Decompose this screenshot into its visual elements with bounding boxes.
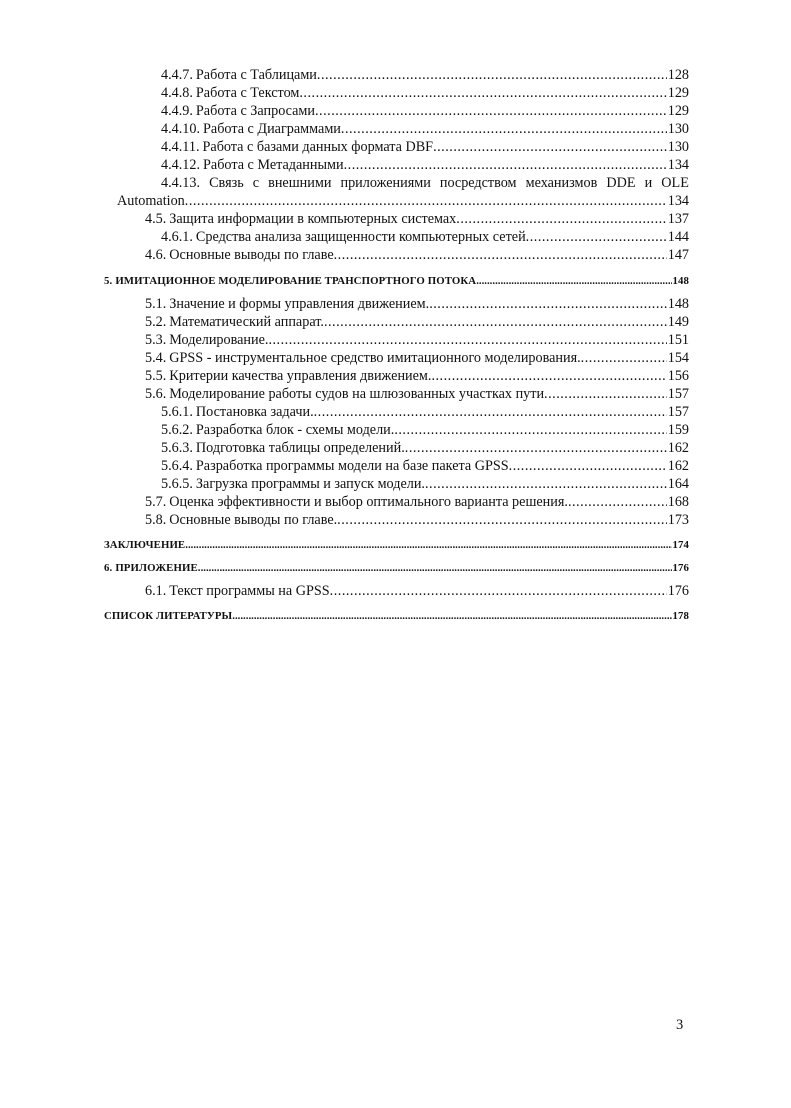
entry-title: Работа с базами данных формата DBF — [202, 139, 434, 155]
entry-page: 154 — [667, 350, 689, 366]
toc-entry-wrapped — [0, 174, 791, 192]
toc-chapter — [0, 607, 791, 625]
entry-title: Разработка программы модели на базе пакета GPSS — [195, 458, 509, 474]
toc-entry — [0, 313, 791, 331]
entry-number: 5.4. — [145, 350, 167, 366]
entry-page: 144 — [667, 229, 689, 245]
entry-page: 129 — [667, 85, 689, 101]
dot-leader — [334, 246, 667, 264]
chapter-number: 5. — [104, 275, 113, 287]
entry-number: 4.5. — [145, 211, 167, 227]
entry-title: Основные выводы по главе. — [169, 512, 338, 528]
dot-leader — [394, 421, 666, 439]
entry-number: 4.4.10. — [161, 121, 201, 137]
toc-entry-continuation — [0, 192, 791, 210]
dot-leader — [317, 66, 667, 84]
entry-number: 5.6.1. — [161, 404, 193, 420]
entry-page: 156 — [667, 368, 689, 384]
entry-number: 5.6.4. — [161, 458, 193, 474]
entry-page: 130 — [667, 121, 689, 137]
dot-leader — [456, 210, 666, 228]
dot-leader — [315, 102, 667, 120]
dot-leader — [341, 120, 667, 138]
entry-title: Работа с Текстом — [195, 85, 300, 101]
entry-number: 4.6.1. — [161, 229, 193, 245]
entry-word: Связь — [209, 175, 244, 191]
entry-title: Подготовка таблицы определений. — [195, 440, 405, 456]
dot-leader — [337, 511, 667, 529]
entry-number: 4.4.8. — [161, 85, 193, 101]
toc-entry — [0, 511, 791, 529]
entry-number: 6.1. — [145, 583, 167, 599]
entry-word: DDE — [606, 175, 636, 191]
entry-number: 5.7. — [145, 494, 167, 510]
entry-page: 151 — [667, 332, 689, 348]
toc-entry — [0, 493, 791, 511]
dot-leader — [544, 385, 667, 403]
entry-title: Работа с Запросами — [195, 103, 315, 119]
toc-entry — [0, 210, 791, 228]
toc-entry — [0, 457, 791, 475]
wrapped-first-line — [161, 174, 689, 192]
toc-entry — [0, 331, 791, 349]
entry-number: 5.6.5. — [161, 476, 193, 492]
entry-word: посредством — [439, 175, 517, 191]
dot-leader — [405, 439, 667, 457]
dot-leader — [344, 156, 667, 174]
dot-leader — [425, 475, 667, 493]
page-number: 3 — [676, 1017, 684, 1033]
entry-number: 5.3. — [145, 332, 167, 348]
entry-number: 5.6.3. — [161, 440, 193, 456]
chapter-page: 176 — [672, 562, 689, 574]
chapter-page: 178 — [672, 610, 689, 622]
dot-leader — [433, 138, 667, 156]
toc-entry — [0, 385, 791, 403]
entry-page: 168 — [667, 494, 689, 510]
entry-title: Текст программы на GPSS — [169, 583, 330, 599]
entry-page: 162 — [667, 440, 689, 456]
chapter-title: СПИСОК ЛИТЕРАТУРЫ — [104, 610, 233, 622]
dot-leader — [330, 582, 667, 600]
entry-number: 4.4.11. — [161, 139, 200, 155]
toc-chapter — [0, 559, 791, 577]
chapter-page: 174 — [672, 539, 689, 551]
chapter-title: ЗАКЛЮЧЕНИЕ — [104, 539, 186, 551]
chapter-page: 148 — [672, 275, 689, 287]
entry-title: Постановка задачи. — [195, 404, 314, 420]
entry-number: 5.2. — [145, 314, 167, 330]
toc-entry — [0, 228, 791, 246]
toc-entry — [0, 102, 791, 120]
toc-entry — [0, 349, 791, 367]
toc-entry — [0, 582, 791, 600]
entry-word: и — [644, 175, 653, 191]
entry-title: Работа с Метаданными — [203, 157, 344, 173]
entry-title: Работа с Диаграммами — [203, 121, 341, 137]
entry-number: 5.1. — [145, 296, 167, 312]
dot-leader — [526, 228, 667, 246]
entry-page: 173 — [667, 512, 689, 528]
toc-entry — [0, 156, 791, 174]
entry-word: с — [252, 175, 260, 191]
toc-entry — [0, 120, 791, 138]
entry-page: 128 — [667, 67, 689, 83]
entry-word: OLE — [661, 175, 689, 191]
toc-entry — [0, 475, 791, 493]
entry-page: 130 — [667, 139, 689, 155]
entry-title: Значение и формы управления движением. — [169, 296, 430, 312]
dot-leader — [314, 403, 667, 421]
entry-page: 148 — [667, 296, 689, 312]
entry-number: 4.4.9. — [161, 103, 193, 119]
entry-number: 4.6. — [145, 247, 167, 263]
entry-word: приложениями — [340, 175, 431, 191]
entry-number: 5.5. — [145, 368, 167, 384]
entry-continuation: Automation — [117, 193, 185, 209]
entry-number: 4.4.13. — [161, 175, 201, 191]
dot-leader — [201, 559, 672, 577]
dot-leader — [476, 272, 671, 290]
toc-entry — [0, 295, 791, 313]
entry-title: Критерии качества управления движением. — [169, 368, 432, 384]
toc-entry — [0, 246, 791, 264]
entry-title: Загрузка программы и запуск модели. — [195, 476, 425, 492]
entry-title: Основные выводы по главе — [169, 247, 334, 263]
entry-title: Оценка эффективности и выбор оптимального варианта решения. — [169, 494, 568, 510]
dot-leader — [509, 457, 667, 475]
chapter-number: 6. — [104, 562, 113, 574]
entry-page: 157 — [667, 386, 689, 402]
toc-entry — [0, 84, 791, 102]
toc-entry — [0, 138, 791, 156]
dot-leader — [568, 493, 667, 511]
toc-entry — [0, 421, 791, 439]
entry-page: 157 — [667, 404, 689, 420]
entry-number: 4.4.12. — [161, 157, 201, 173]
dot-leader — [299, 84, 666, 102]
entry-page: 137 — [667, 211, 689, 227]
toc-entry — [0, 367, 791, 385]
entry-number: 5.8. — [145, 512, 167, 528]
entry-number: 4.4.7. — [161, 67, 193, 83]
dot-leader — [324, 313, 667, 331]
entry-page: 159 — [667, 422, 689, 438]
dot-leader — [581, 349, 667, 367]
entry-page: 176 — [667, 583, 689, 599]
chapter-title: ПРИЛОЖЕНИЕ. — [115, 562, 201, 574]
entry-title: Моделирование. — [169, 332, 269, 348]
dot-leader — [429, 295, 667, 313]
entry-page: 129 — [667, 103, 689, 119]
entry-word: механизмов — [525, 175, 598, 191]
entry-title: Средства анализа защищенности компьютерных сетей — [195, 229, 526, 245]
entry-title: Работа с Таблицами — [195, 67, 317, 83]
dot-leader — [268, 331, 666, 349]
toc-chapter — [0, 272, 791, 290]
entry-number: 5.6.2. — [161, 422, 193, 438]
toc-entry — [0, 403, 791, 421]
dot-leader — [232, 607, 671, 625]
toc-entry — [0, 439, 791, 457]
entry-page: 134 — [667, 193, 689, 209]
toc-chapter — [0, 536, 791, 554]
chapter-title: ИМИТАЦИОННОЕ МОДЕЛИРОВАНИЕ ТРАНСПОРТНОГО ПОТОКА — [115, 275, 477, 287]
entry-page: 149 — [667, 314, 689, 330]
entry-page: 164 — [667, 476, 689, 492]
entry-title: Разработка блок - схемы модели. — [195, 422, 395, 438]
entry-page: 134 — [667, 157, 689, 173]
entry-title: GPSS - инструментальное средство имитационного моделирования. — [169, 350, 581, 366]
entry-title: Защита информации в компьютерных системах — [169, 211, 457, 227]
dot-leader — [185, 192, 667, 210]
entry-title: Моделирование работы судов на шлюзованных участках пути — [169, 386, 545, 402]
entry-title: Математический аппарат. — [169, 314, 324, 330]
dot-leader — [431, 367, 666, 385]
entry-page: 162 — [667, 458, 689, 474]
toc-entry — [0, 66, 791, 84]
entry-page: 147 — [667, 247, 689, 263]
dot-leader — [185, 536, 671, 554]
entry-word: внешними — [268, 175, 332, 191]
entry-number: 5.6. — [145, 386, 167, 402]
